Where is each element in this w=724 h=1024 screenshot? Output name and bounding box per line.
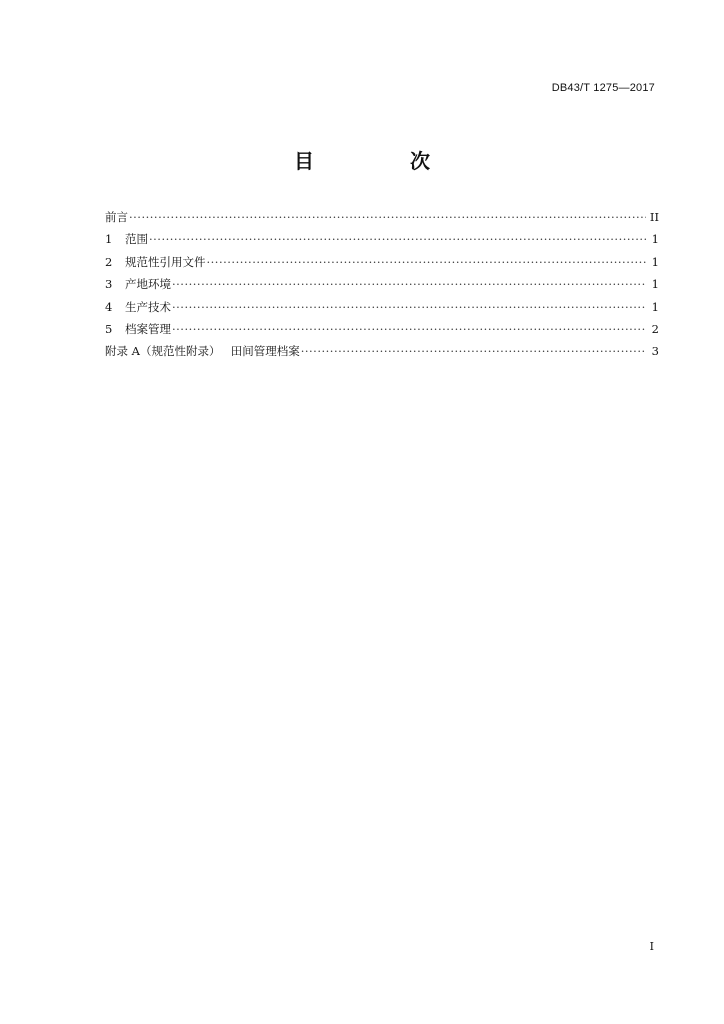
toc-entry-number: 4 <box>105 299 113 314</box>
toc-entry-normative-references[interactable] <box>105 251 659 273</box>
toc-entry-number: 3 <box>105 277 113 292</box>
toc-entry-label: 生产技术 <box>125 299 171 314</box>
document-code: DB43/T 1275—2017 <box>551 82 655 94</box>
toc-leader-dots <box>172 273 646 295</box>
toc-entry-records-management[interactable] <box>105 318 659 340</box>
toc-leader-dots <box>129 206 646 228</box>
toc-entry-number: 1 <box>105 232 113 247</box>
toc-entry-sub-label: 田间管理档案 <box>230 344 300 359</box>
toc-entry-number: 2 <box>105 254 113 269</box>
toc-entry-appendix-a[interactable] <box>105 340 659 362</box>
toc-entry-number: 5 <box>105 321 113 336</box>
page-number: I <box>649 940 654 953</box>
toc-leader-dots <box>207 251 647 273</box>
toc-entry-label: 产地环境 <box>125 277 171 292</box>
toc-title: 目 次 <box>294 149 468 173</box>
toc-entry-scope[interactable] <box>105 228 659 250</box>
toc-entry-label: 档案管理 <box>125 321 171 336</box>
toc-entry-page: 1 <box>651 254 659 269</box>
toc-leader-dots <box>172 296 646 318</box>
toc-leader-dots <box>172 318 646 340</box>
toc-entry-page: 1 <box>651 232 659 247</box>
toc-entry-label: 附录 A（规范性附录） <box>105 344 221 359</box>
toc-entry-page: 1 <box>651 299 659 314</box>
toc-entry-page: 3 <box>651 344 659 359</box>
toc-leader-dots <box>301 340 646 362</box>
toc-entry-page: 2 <box>651 321 659 336</box>
toc-entry-page: II <box>649 210 659 224</box>
toc-entry-foreword[interactable] <box>105 206 659 228</box>
table-of-contents <box>105 206 659 363</box>
toc-entry-environment[interactable] <box>105 273 659 295</box>
toc-entry-production-technology[interactable] <box>105 296 659 318</box>
toc-entry-page: 1 <box>651 277 659 292</box>
toc-entry-label: 范围 <box>125 232 148 247</box>
toc-entry-label: 规范性引用文件 <box>125 254 206 269</box>
toc-entry-label: 前言 <box>105 210 128 224</box>
toc-leader-dots <box>149 228 646 250</box>
